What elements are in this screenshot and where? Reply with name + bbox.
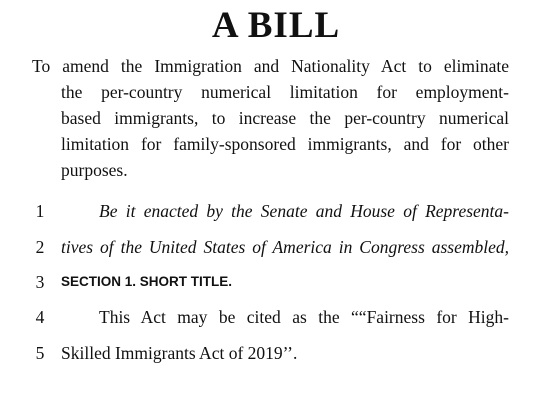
- purpose-line: based immigrants, to increase the per-country numerical: [61, 108, 509, 128]
- bill-heading: A BILL: [211, 5, 341, 46]
- enacting-clause-line: tives of the United States of America in Congress assembled,: [61, 237, 509, 257]
- bill-line-5: [0, 340, 552, 366]
- purpose-line: purposes.: [61, 160, 128, 180]
- bill-line-4: [0, 304, 552, 330]
- line-number: 4: [35, 307, 45, 327]
- bill-purpose: [32, 53, 509, 183]
- line-number: 5: [35, 343, 45, 363]
- short-title-line: This Act may be cited as the ““Fairness for High-: [99, 307, 509, 327]
- purpose-line: limitation for family-sponsored immigrants, and for other: [61, 134, 509, 154]
- bill-line-1: [0, 198, 552, 224]
- line-number: 2: [35, 237, 45, 257]
- purpose-line: To amend the Immigration and Nationality Act to eliminate: [32, 56, 509, 76]
- section-heading: SECTION 1. SHORT TITLE.: [61, 274, 233, 289]
- bill-line-3: [0, 269, 552, 295]
- line-number: 1: [35, 201, 45, 221]
- short-title-line: Skilled Immigrants Act of 2019’’.: [61, 343, 298, 363]
- bill-line-2: [0, 234, 552, 260]
- line-number: 3: [35, 272, 45, 292]
- enacting-clause-line: Be it enacted by the Senate and House of Representa-: [99, 201, 509, 221]
- purpose-line: the per-country numerical limitation for employment-: [61, 82, 509, 102]
